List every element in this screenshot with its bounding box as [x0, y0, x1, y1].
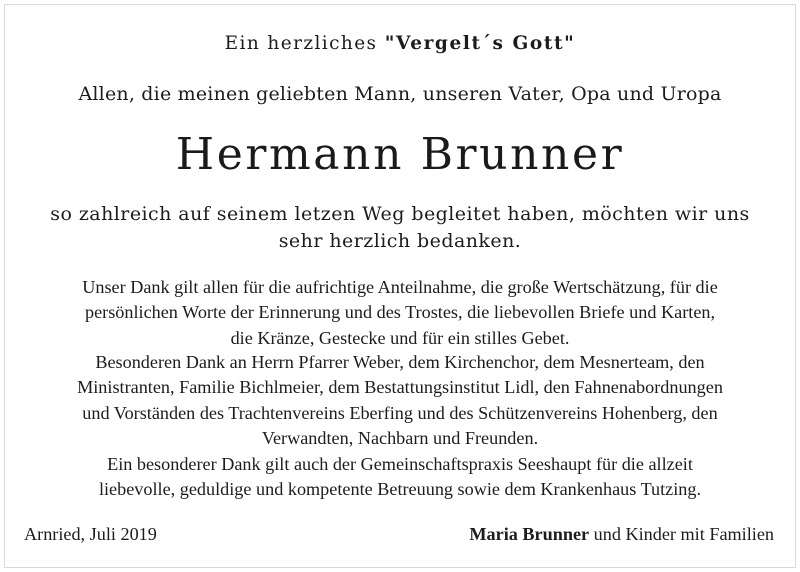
paragraph-line: und Vorständen des Trachtenvereins Eberfing und des Schützenvereins Hohenberg, den [82, 402, 718, 423]
intro-text: Allen, die meinen geliebten Mann, unseren Vater, Opa und Uropa [78, 83, 722, 105]
signature [469, 524, 774, 545]
paragraph-general-thanks [0, 275, 800, 351]
notice-heading [0, 33, 800, 54]
paragraph-line: Ein besonderer Dank gilt auch der Gemeinschaftspraxis Seeshaupt für die allzeit [107, 454, 693, 474]
thanks-line: so zahlreich auf seinem letzen Weg begleitet haben, möchten wir uns [50, 203, 750, 225]
heading-prefix: Ein herzliches [224, 33, 385, 54]
paragraph-line: Unser Dank gilt allen für die aufrichtige Anteilnahme, die große Wertschätzung, für die [82, 277, 718, 297]
paragraph-line: Verwandten, Nachbarn und Freunden. [261, 427, 539, 448]
paragraph-line: persönlichen Worte der Erinnerung und des Trostes, die liebevollen Briefe und Karten, [84, 302, 716, 323]
heading-emphasis: "Vergelt´s Gott" [384, 33, 576, 54]
signature-name: Maria Brunner [469, 524, 590, 544]
signature-rest: und Kinder mit Familien [589, 524, 774, 544]
paragraph-special-thanks [0, 350, 800, 451]
place-date: Arnried, Juli 2019 [24, 524, 157, 544]
paragraph-line: Besonderen Dank an Herrn Pfarrer Weber, dem Kirchenchor, dem Mesnerteam, den [95, 352, 705, 372]
paragraph-line: die Kränze, Gestecke und für ein stilles Gebet. [230, 327, 570, 348]
paragraph-line: Ministranten, Familie Bichlmeier, dem Bestattungsinstitut Lidl, den Fahnenabordnungen [77, 377, 723, 398]
thanks-line: sehr herzlich bedanken. [278, 230, 522, 252]
paragraph-medical-thanks [0, 452, 800, 503]
paragraph-line: liebevolle, geduldige und kompetente Betreuung sowie dem Krankenhaus Tutzing. [98, 479, 702, 500]
deceased-name: Hermann Brunner [175, 129, 625, 180]
